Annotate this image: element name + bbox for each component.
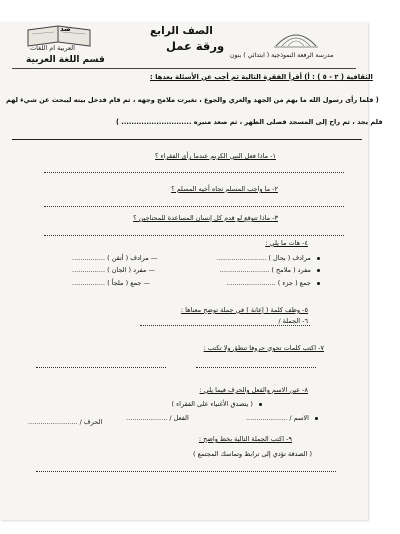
question-3-number: ٣-	[272, 214, 278, 222]
bullet-icon	[259, 403, 262, 406]
question-3-text: ماذا تتوقع لو قدم كل إنسان المساعدة للمحتاجين ؟	[133, 214, 271, 222]
sheet-title: ورقة عمل	[166, 39, 225, 53]
q8-particle-label: الحرف /	[79, 418, 103, 426]
q8-particle: الحرف / ........................	[28, 418, 103, 426]
question-5-number: ٥-	[302, 306, 308, 314]
q4-row-1-mid: — مرادف ( أتقن ) ................	[72, 254, 158, 262]
q8-sentence	[172, 400, 262, 408]
question-6	[278, 317, 308, 325]
bullet-icon	[317, 269, 320, 272]
question-1	[155, 152, 276, 160]
q4-item-3-mid: جمع ( ملجأ )	[107, 279, 142, 287]
answer-line-6	[140, 325, 310, 326]
q8-sentence-text: ( يتصدق الأغنياء على الفقراء )	[171, 400, 253, 408]
bullet-icon	[315, 417, 318, 420]
question-7	[204, 344, 324, 352]
question-9	[199, 435, 292, 443]
passage-line-2: فلم يجد ، ثم راح إلى المسجد فصلى الظهر ، ثم صعد منبره ............................ )	[116, 118, 383, 126]
answer-line-1	[44, 172, 344, 173]
question-2-text: ما واجب المسلم تجاه أخيه المسلم ؟	[171, 185, 271, 193]
answer-line-7a	[36, 367, 166, 368]
q4-row-3-mid: — جمع ( ملجأ ) ................	[72, 279, 151, 287]
question-2-number: ٢-	[272, 185, 278, 193]
q4-row-2-mid: — مفرد ( الجان ) ................	[72, 266, 155, 274]
answer-line-3	[44, 235, 344, 236]
question-2	[171, 185, 278, 193]
q9-sentence: ( الصدقة تؤدي إلى ترابط وتماسك المجتمع )	[192, 450, 312, 458]
question-7-number: ٧-	[318, 344, 324, 352]
school-name: مدرسة الرفعة النموذجية ( ابتدائي ) بنون	[230, 52, 334, 59]
question-5	[181, 306, 308, 314]
reading-instruction: الثقافية ( ٢ - ٥ ) : أ) أقرأ الفقرة التالية ثم أجب عن الأسئلة بعدها :	[150, 73, 373, 81]
question-8	[199, 386, 308, 394]
question-8-text: عين الاسم والفعل والحرف فيما يلي :	[199, 386, 301, 394]
q4-item-2-mid: مفرد ( الجان )	[107, 266, 147, 274]
question-6-number: ٦-	[302, 317, 308, 325]
question-9-number: ٩-	[286, 435, 292, 443]
school-logo	[272, 28, 320, 50]
passage-line-1: ( فلما رأى رسول الله ما بهم من الجهد والعري والجوع ، تغيرت ملامح وجهه ، ثم قام فدخل بيته ليبحث عن شيء لهم	[6, 96, 379, 104]
question-4	[265, 239, 308, 247]
question-6-text: الجملة /	[278, 317, 301, 325]
q4-item-2: مفرد ( ملامح )	[271, 266, 311, 274]
worksheet-paper	[0, 22, 383, 520]
question-7-text: اكتب كلمات تحوي حروفا تنطق ولا تكتب :	[203, 344, 317, 352]
q8-verb-label: الفعل /	[169, 414, 189, 422]
answer-line-7b	[196, 367, 316, 368]
bullet-icon	[317, 282, 320, 285]
q4-item-1: مرادف ( بحال )	[268, 254, 311, 262]
left-subtitle: العربية ام اللغات	[30, 44, 75, 52]
question-5-text: وظف كلمة ( إعانة ) في جملة توضح معناها :	[180, 306, 301, 314]
section-divider	[12, 139, 362, 140]
question-8-number: ٨-	[302, 386, 308, 394]
answer-line-2	[44, 206, 344, 207]
q4-item-1-mid: مرادف ( أتقن )	[107, 254, 149, 262]
q8-noun-label: الاسم /	[289, 414, 309, 422]
question-1-text: ماذا فعل النبي الكريم عندما رأى الفقراء ؟	[155, 152, 269, 160]
department-title: قسم اللغة العربية	[26, 55, 105, 65]
question-9-text: اكتب الجملة التالية بخط واضح :	[198, 435, 285, 443]
bullet-icon	[317, 257, 320, 260]
q4-row-3: جمع ( جزء ) ........................	[226, 279, 320, 287]
header-divider	[12, 68, 356, 69]
stamp-text: ضد	[60, 25, 71, 33]
answer-line-9	[36, 471, 336, 472]
q4-row-2: مفرد ( ملامح ) ........................	[220, 266, 320, 274]
question-4-text: هات ما يلي :	[265, 239, 301, 247]
question-4-number: ٤-	[302, 239, 308, 247]
grade-title: الصف الرابع	[150, 25, 213, 37]
question-1-number: ١-	[270, 152, 276, 160]
q4-row-1: مرادف ( بحال ) ........................	[217, 254, 320, 262]
q8-verb: الفعل / ....................	[126, 414, 189, 422]
question-3	[133, 214, 278, 222]
q4-item-3: جمع ( جزء )	[277, 279, 311, 287]
q8-answers: الاسم / ....................	[246, 414, 318, 422]
